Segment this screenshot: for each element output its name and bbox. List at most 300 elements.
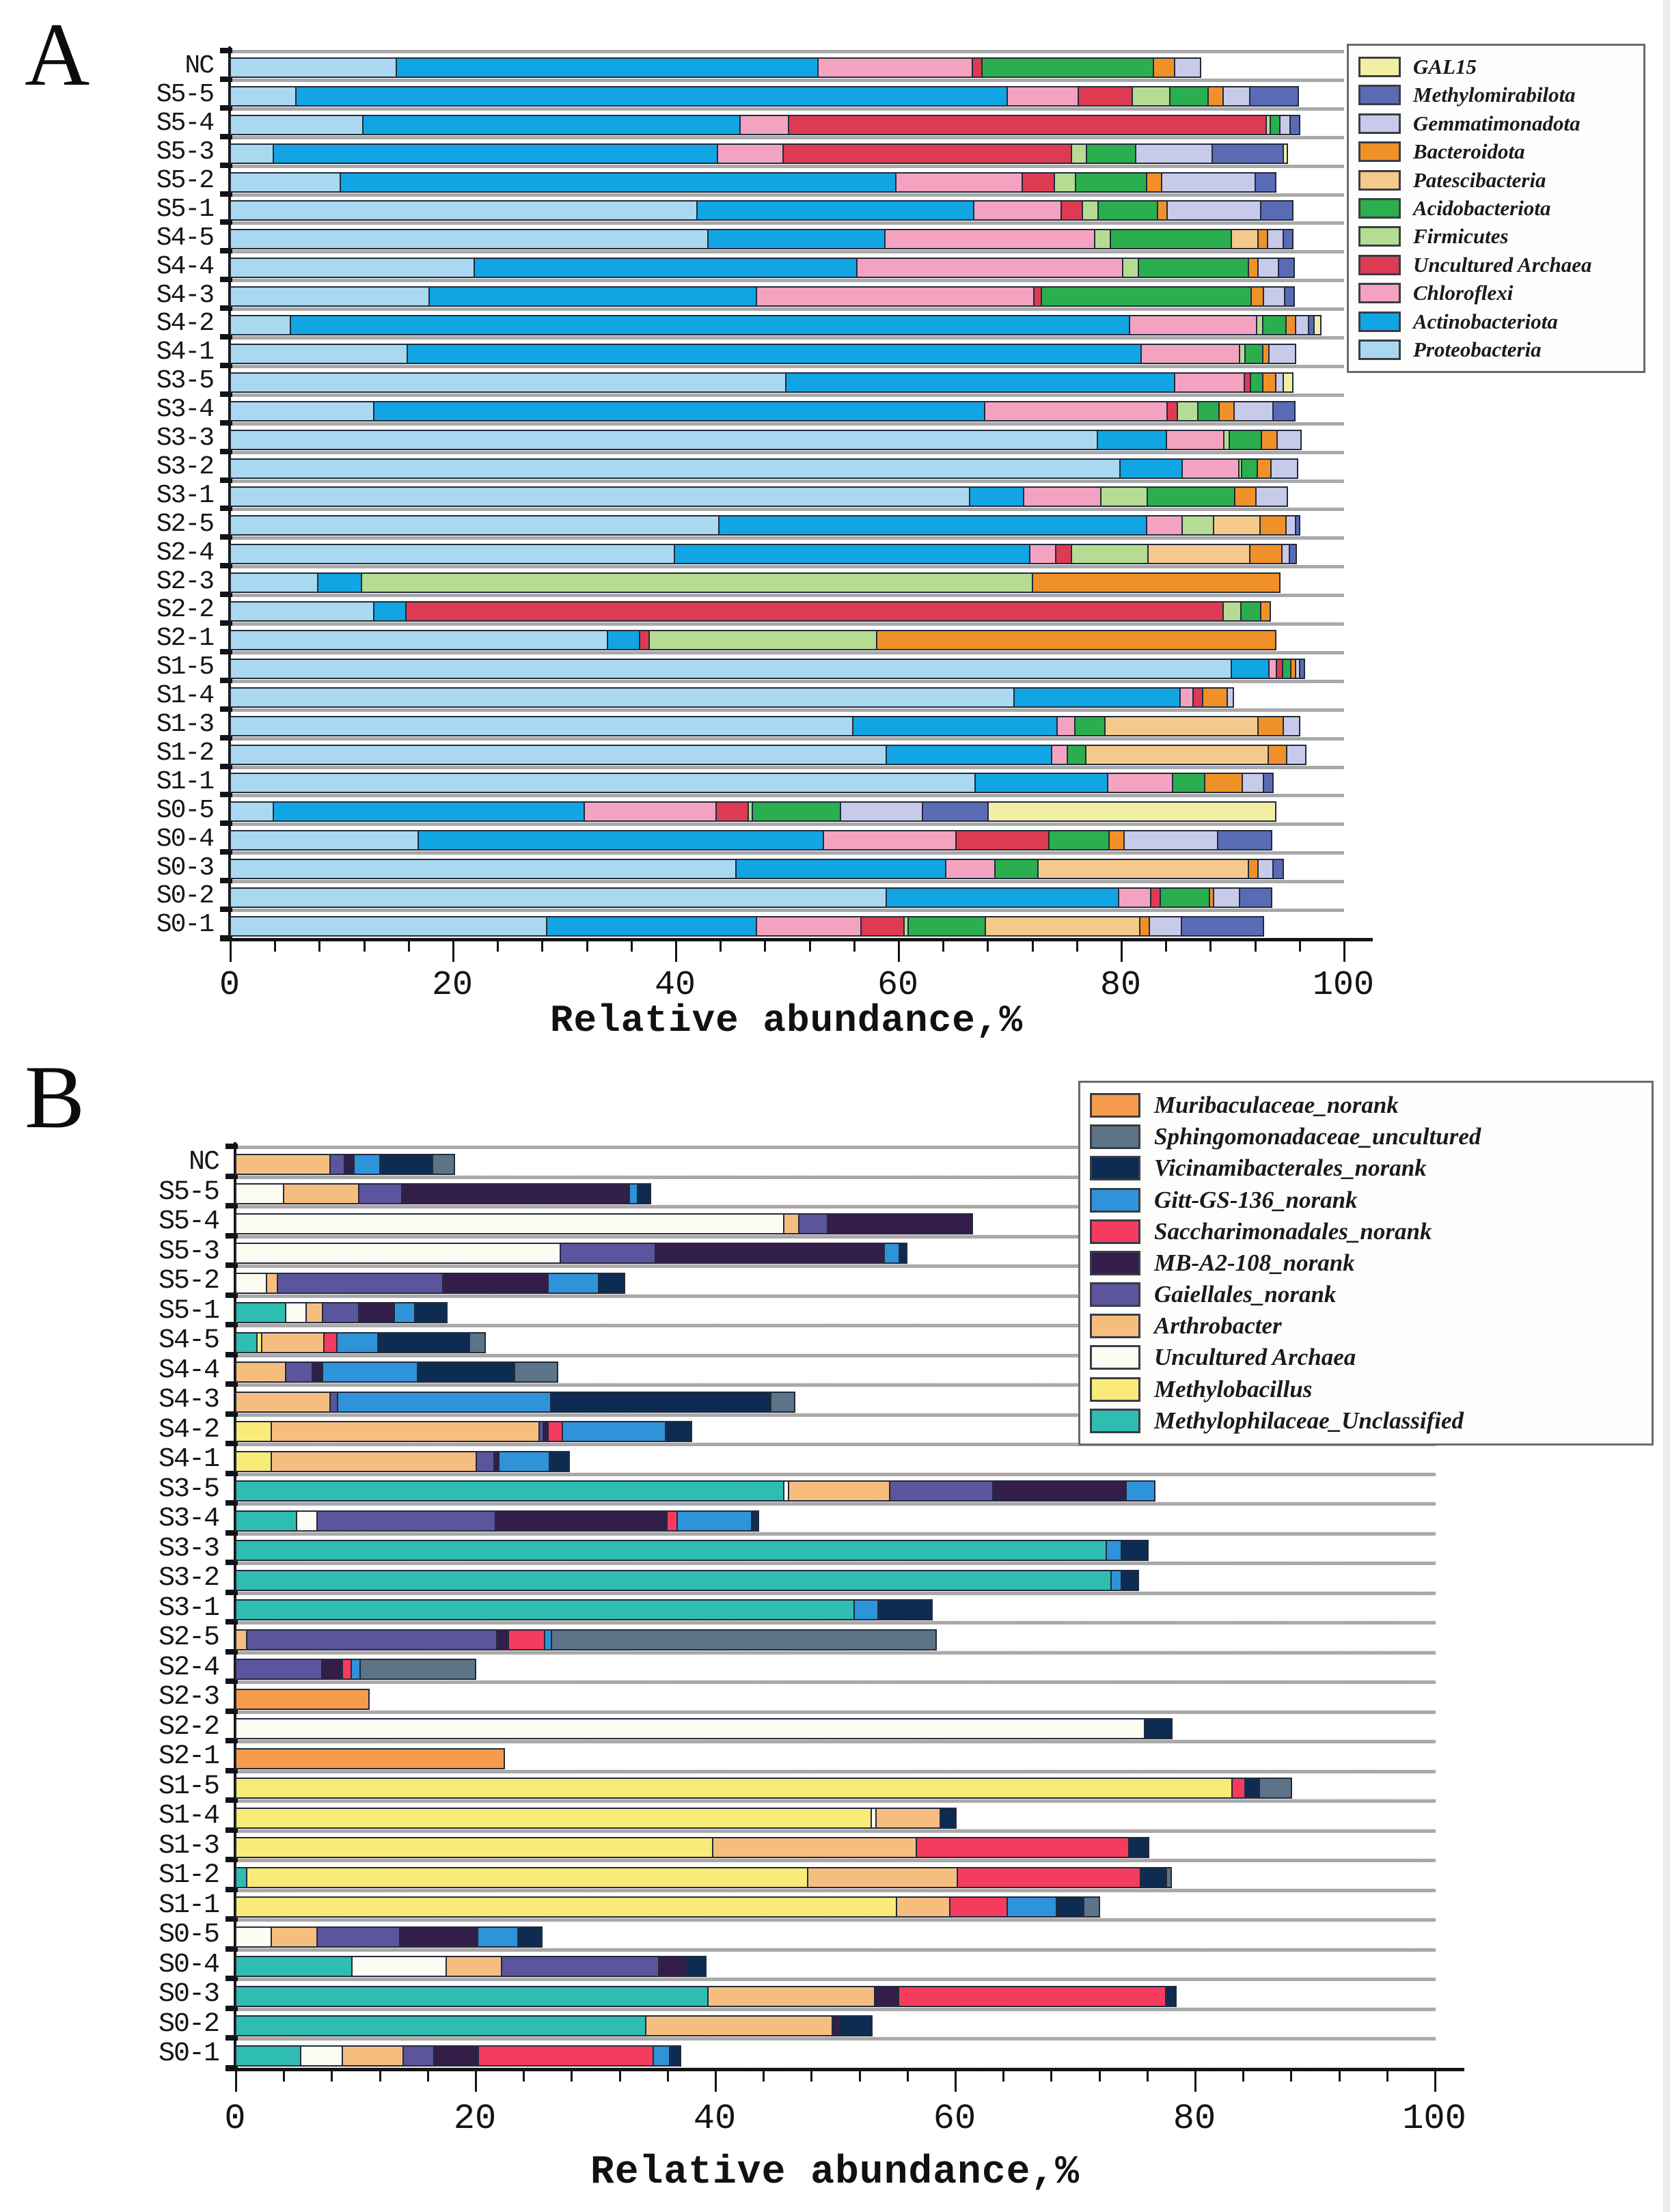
legend-item bbox=[1358, 83, 1634, 107]
bar-segment bbox=[273, 801, 584, 822]
stacked-bar bbox=[230, 372, 1293, 393]
bar-segment bbox=[1257, 258, 1280, 278]
stacked-bar bbox=[235, 1510, 759, 1532]
bar-segment bbox=[665, 1421, 692, 1442]
bar-segment bbox=[295, 86, 1008, 107]
legend-item bbox=[1358, 55, 1634, 79]
bar-segment bbox=[514, 1361, 558, 1383]
bar-segment bbox=[1231, 1778, 1246, 1799]
row-separator bbox=[230, 279, 1344, 282]
stacked-bar bbox=[230, 773, 1274, 793]
row-separator bbox=[230, 822, 1344, 826]
x-minor-tick bbox=[810, 2071, 812, 2082]
legend-swatch bbox=[1090, 1282, 1140, 1307]
bar-segment bbox=[230, 401, 374, 421]
bar-segment bbox=[1263, 286, 1285, 307]
x-minor-tick bbox=[1002, 2071, 1004, 2082]
x-minor-tick bbox=[763, 2071, 765, 2082]
bar-segment bbox=[1262, 372, 1276, 393]
legend-label: Patescibacteria bbox=[1413, 167, 1546, 192]
bar-segment bbox=[1197, 401, 1220, 421]
bar-segment bbox=[877, 1599, 933, 1620]
bar-segment bbox=[358, 1302, 395, 1323]
legend-label: Gitt-GS-136_norank bbox=[1154, 1186, 1358, 1213]
stacked-bar bbox=[230, 515, 1300, 536]
category-label: S0-1 bbox=[158, 2038, 219, 2070]
category-label: S1-1 bbox=[158, 1890, 219, 1921]
bar-segment bbox=[1132, 86, 1171, 107]
legend-swatch bbox=[1090, 1156, 1140, 1180]
bar-segment bbox=[547, 1273, 599, 1294]
bar-segment bbox=[401, 1183, 630, 1204]
bar-segment bbox=[305, 1302, 323, 1323]
bar-segment bbox=[428, 286, 757, 307]
x-minor-tick bbox=[631, 941, 633, 952]
stacked-bar bbox=[230, 401, 1296, 421]
bar-segment bbox=[1121, 1570, 1138, 1591]
bar-segment bbox=[1007, 1896, 1057, 1918]
bar-segment bbox=[856, 258, 1123, 278]
bar-segment bbox=[230, 315, 291, 335]
stacked-bar bbox=[230, 458, 1298, 479]
bar-segment bbox=[637, 1183, 651, 1204]
category-label: S3-2 bbox=[158, 1563, 219, 1594]
bar-segment bbox=[1056, 1896, 1084, 1918]
bar-segment bbox=[273, 143, 718, 164]
stacked-bar bbox=[235, 1392, 795, 1413]
x-major-tick bbox=[1434, 2071, 1436, 2092]
x-minor-tick bbox=[987, 941, 989, 952]
bar-segment bbox=[1119, 458, 1183, 479]
bar-segment bbox=[674, 544, 1030, 564]
stacked-bar bbox=[230, 486, 1288, 507]
stacked-bar bbox=[230, 172, 1276, 193]
bar-segment bbox=[886, 887, 1119, 908]
bar-segment bbox=[1029, 544, 1057, 564]
category-label: S5-5 bbox=[156, 80, 213, 110]
row-separator bbox=[230, 165, 1344, 168]
row-separator bbox=[235, 1681, 1436, 1684]
x-minor-tick bbox=[720, 941, 722, 952]
bar-segment bbox=[235, 1926, 272, 1948]
legend-item bbox=[1090, 1407, 1642, 1435]
bar-segment bbox=[432, 1154, 454, 1175]
category-label: S3-4 bbox=[158, 1504, 219, 1535]
bar-segment bbox=[230, 486, 970, 507]
x-major-tick bbox=[715, 2071, 717, 2092]
bar-segment bbox=[756, 916, 862, 937]
bar-segment bbox=[235, 2045, 301, 2066]
bar-segment bbox=[945, 859, 995, 879]
bar-segment bbox=[751, 1510, 759, 1532]
legend-label: Muribaculaceae_norank bbox=[1154, 1092, 1399, 1119]
stacked-bar bbox=[235, 1451, 570, 1472]
bar-segment bbox=[321, 1659, 343, 1680]
category-label: S5-4 bbox=[156, 109, 213, 139]
bar-segment bbox=[1048, 830, 1110, 851]
x-minor-tick bbox=[318, 941, 320, 952]
bar-segment bbox=[1212, 143, 1284, 164]
bar-segment bbox=[676, 1510, 752, 1532]
bar-segment bbox=[230, 286, 430, 307]
x-minor-tick bbox=[619, 2071, 621, 2082]
stacked-bar bbox=[230, 86, 1299, 107]
x-minor-tick bbox=[1050, 2071, 1052, 2082]
legend-item bbox=[1358, 309, 1634, 334]
bar-segment bbox=[1106, 1540, 1123, 1561]
bar-segment bbox=[230, 229, 709, 249]
stacked-bar bbox=[235, 1659, 476, 1680]
row-separator bbox=[230, 193, 1344, 197]
category-label: S1-4 bbox=[158, 1801, 219, 1832]
bar-segment bbox=[230, 859, 737, 879]
bar-segment bbox=[358, 1183, 402, 1204]
stacked-bar bbox=[235, 1956, 707, 1977]
legend-label: Methylomirabilota bbox=[1413, 83, 1576, 107]
bar-segment bbox=[823, 830, 957, 851]
stacked-bar bbox=[235, 1480, 1155, 1502]
bar-segment bbox=[560, 1243, 655, 1264]
bar-segment bbox=[1071, 143, 1087, 164]
bar-segment bbox=[329, 1154, 345, 1175]
category-label: S0-3 bbox=[158, 1979, 219, 2010]
legend-label: MB-A2-108_norank bbox=[1154, 1249, 1355, 1276]
bar-segment bbox=[1144, 1718, 1173, 1739]
bar-segment bbox=[235, 1808, 872, 1829]
row-separator bbox=[230, 307, 1344, 311]
bar-segment bbox=[230, 572, 318, 593]
bar-segment bbox=[1108, 830, 1125, 851]
category-label: NC bbox=[184, 51, 213, 81]
bar-segment bbox=[399, 1926, 478, 1948]
bar-segment bbox=[1147, 544, 1251, 564]
row-separator bbox=[230, 221, 1344, 225]
bar-segment bbox=[1074, 716, 1106, 736]
bar-segment bbox=[230, 830, 419, 851]
bar-segment bbox=[1207, 86, 1224, 107]
category-label: S0-5 bbox=[156, 795, 213, 825]
bar-segment bbox=[1257, 716, 1284, 736]
stacked-bar bbox=[230, 229, 1293, 249]
bar-segment bbox=[916, 1837, 1129, 1858]
bar-segment bbox=[230, 458, 1121, 479]
bar-segment bbox=[884, 1243, 901, 1264]
stacked-bar bbox=[235, 1273, 625, 1294]
bar-segment bbox=[337, 1392, 551, 1413]
bar-segment bbox=[246, 1867, 808, 1888]
bar-segment bbox=[1107, 773, 1174, 793]
category-label: S5-5 bbox=[158, 1176, 219, 1208]
bar-segment bbox=[1283, 716, 1300, 736]
bar-segment bbox=[1147, 486, 1235, 507]
stacked-bar bbox=[235, 1778, 1292, 1799]
bar-segment bbox=[1166, 430, 1224, 450]
bar-segment bbox=[1267, 229, 1283, 249]
x-tick-label: 60 bbox=[877, 965, 919, 1005]
category-label: S5-3 bbox=[156, 137, 213, 167]
legend-label: Bacteroidota bbox=[1413, 139, 1525, 164]
legend-swatch bbox=[1090, 1251, 1140, 1275]
bar-segment bbox=[508, 1629, 545, 1650]
bar-segment bbox=[476, 1451, 495, 1472]
stacked-bar bbox=[230, 859, 1284, 879]
bar-segment bbox=[501, 1956, 659, 1977]
row-separator bbox=[235, 1651, 1436, 1655]
row-separator bbox=[235, 2037, 1436, 2041]
x-minor-tick bbox=[1339, 2071, 1341, 2082]
legend-label: Vicinamibacterales_norank bbox=[1154, 1155, 1427, 1182]
bar-segment bbox=[1272, 401, 1296, 421]
category-label: S1-3 bbox=[158, 1830, 219, 1862]
row-separator bbox=[235, 1948, 1436, 1952]
row-separator bbox=[235, 1621, 1436, 1625]
legend-swatch bbox=[1358, 113, 1401, 134]
bar-segment bbox=[1272, 859, 1283, 879]
x-axis-line bbox=[225, 2068, 1464, 2071]
row-separator bbox=[230, 393, 1344, 397]
bar-segment bbox=[1125, 1480, 1155, 1502]
row-separator bbox=[230, 622, 1344, 626]
legend-item bbox=[1090, 1155, 1642, 1182]
stacked-bar bbox=[230, 572, 1281, 593]
x-major-tick bbox=[1194, 2071, 1196, 2092]
bar-segment bbox=[1138, 258, 1249, 278]
x-tick-label: 80 bbox=[1099, 965, 1142, 1005]
bar-segment bbox=[1284, 286, 1295, 307]
stacked-bar bbox=[235, 1361, 558, 1383]
bar-segment bbox=[1231, 229, 1259, 249]
bar-segment bbox=[230, 801, 274, 822]
stacked-bar bbox=[235, 2045, 681, 2066]
bar-segment bbox=[817, 57, 973, 78]
bar-segment bbox=[230, 344, 408, 364]
bar-segment bbox=[752, 801, 840, 822]
bar-segment bbox=[1249, 544, 1283, 564]
bar-segment bbox=[235, 1986, 709, 2007]
bar-segment bbox=[230, 143, 274, 164]
bar-segment bbox=[277, 1273, 443, 1294]
bar-segment bbox=[235, 1392, 331, 1413]
stacked-bar bbox=[230, 115, 1300, 135]
bar-segment bbox=[1213, 887, 1241, 908]
bar-segment bbox=[551, 1629, 937, 1650]
bar-segment bbox=[1161, 172, 1256, 193]
category-label: S0-3 bbox=[156, 853, 213, 883]
x-axis-title-b: Relative abundance,% bbox=[590, 2151, 1080, 2195]
legend-label: Gaiellales_norank bbox=[1154, 1281, 1337, 1308]
legend-swatch bbox=[1358, 226, 1401, 247]
bar-segment bbox=[782, 143, 1072, 164]
x-tick-label: 100 bbox=[1402, 2098, 1466, 2139]
bar-segment bbox=[1276, 430, 1302, 450]
legend-item bbox=[1090, 1249, 1642, 1277]
x-minor-tick bbox=[809, 941, 811, 952]
row-separator bbox=[235, 1918, 1436, 1922]
bar-segment bbox=[969, 486, 1025, 507]
row-separator bbox=[230, 708, 1344, 712]
category-label: S0-4 bbox=[158, 1949, 219, 1980]
bar-segment bbox=[469, 1332, 486, 1353]
bar-segment bbox=[547, 1421, 563, 1442]
bar-segment bbox=[1104, 716, 1259, 736]
bar-segment bbox=[853, 1599, 879, 1620]
legend-swatch bbox=[1090, 1093, 1140, 1118]
category-label: S3-5 bbox=[158, 1474, 219, 1505]
bar-segment bbox=[290, 315, 1131, 335]
bar-segment bbox=[1270, 458, 1298, 479]
category-label: S4-5 bbox=[158, 1325, 219, 1357]
bar-segment bbox=[1241, 458, 1257, 479]
bar-segment bbox=[1268, 745, 1287, 765]
bar-segment bbox=[756, 286, 1035, 307]
bar-segment bbox=[788, 115, 1267, 135]
legend-item bbox=[1358, 224, 1634, 249]
stacked-bar bbox=[235, 1183, 651, 1204]
bar-segment bbox=[300, 2045, 343, 2066]
row-separator bbox=[235, 1859, 1436, 1862]
bar-segment bbox=[433, 2045, 479, 2066]
stacked-bar bbox=[235, 1689, 370, 1710]
x-minor-tick bbox=[331, 2071, 333, 2082]
category-label: S2-3 bbox=[156, 566, 213, 596]
stacked-bar bbox=[230, 315, 1322, 335]
x-minor-tick bbox=[1209, 941, 1212, 952]
category-label: S0-5 bbox=[158, 1920, 219, 1951]
bar-segment bbox=[283, 1183, 359, 1204]
bar-segment bbox=[648, 630, 877, 650]
bar-segment bbox=[230, 887, 887, 908]
category-label: S1-5 bbox=[156, 652, 213, 682]
bar-segment bbox=[1082, 200, 1098, 221]
bar-segment bbox=[235, 1183, 284, 1204]
bar-segment bbox=[955, 830, 1050, 851]
bar-segment bbox=[230, 745, 887, 765]
legend-swatch bbox=[1090, 1345, 1140, 1370]
x-tick-label: 0 bbox=[219, 965, 241, 1005]
bar-segment bbox=[1140, 1867, 1167, 1888]
bar-segment bbox=[230, 172, 341, 193]
category-label: S2-1 bbox=[156, 624, 213, 654]
row-separator bbox=[230, 651, 1344, 654]
row-separator bbox=[235, 1770, 1436, 1773]
bar-segment bbox=[323, 1332, 338, 1353]
bar-segment bbox=[316, 1926, 400, 1948]
bar-segment bbox=[296, 1510, 318, 1532]
legend-swatch bbox=[1090, 1314, 1140, 1338]
bar-segment bbox=[1032, 572, 1280, 593]
bar-segment bbox=[1255, 172, 1277, 193]
bar-segment bbox=[230, 630, 608, 650]
legend-item bbox=[1090, 1376, 1642, 1403]
stacked-bar bbox=[235, 1213, 973, 1234]
bar-segment bbox=[707, 229, 886, 249]
bar-segment bbox=[235, 1361, 286, 1383]
row-separator bbox=[230, 136, 1344, 139]
bar-segment bbox=[852, 716, 1058, 736]
x-minor-tick bbox=[1242, 2071, 1244, 2082]
x-major-tick bbox=[475, 2071, 477, 2092]
bar-segment bbox=[1007, 86, 1079, 107]
x-minor-tick bbox=[859, 2071, 861, 2082]
bar-segment bbox=[1283, 372, 1293, 393]
legend-panel-a bbox=[1347, 44, 1645, 373]
bar-segment bbox=[655, 1243, 885, 1264]
bar-segment bbox=[1260, 601, 1271, 622]
category-label: S4-3 bbox=[156, 280, 213, 310]
bar-segment bbox=[985, 916, 1140, 937]
legend-item bbox=[1090, 1092, 1642, 1119]
legend-item bbox=[1090, 1218, 1642, 1245]
stacked-bar bbox=[235, 1629, 937, 1650]
bar-segment bbox=[896, 1896, 951, 1918]
x-minor-tick bbox=[379, 2071, 381, 2082]
bar-segment bbox=[1094, 229, 1110, 249]
bar-segment bbox=[715, 801, 749, 822]
row-separator bbox=[230, 365, 1344, 368]
bar-segment bbox=[285, 1361, 312, 1383]
x-major-tick bbox=[898, 941, 900, 962]
category-label: S3-4 bbox=[156, 395, 213, 425]
bar-segment bbox=[1244, 1778, 1260, 1799]
category-label: S1-3 bbox=[156, 710, 213, 740]
legend-label: Sphingomonadaceae_uncultured bbox=[1154, 1123, 1481, 1150]
bar-segment bbox=[1259, 1778, 1292, 1799]
bar-segment bbox=[1146, 515, 1183, 536]
bar-segment bbox=[322, 1302, 359, 1323]
category-label: S3-3 bbox=[158, 1533, 219, 1564]
bar-segment bbox=[379, 1154, 433, 1175]
bar-segment bbox=[230, 716, 853, 736]
bar-segment bbox=[1202, 687, 1227, 708]
x-minor-tick bbox=[1299, 941, 1301, 952]
x-tick-label: 20 bbox=[453, 2098, 497, 2139]
bar-segment bbox=[788, 1480, 891, 1502]
stacked-bar bbox=[235, 1302, 448, 1323]
stacked-bar bbox=[235, 1718, 1173, 1739]
x-major-tick bbox=[452, 941, 454, 962]
bar-segment bbox=[717, 143, 784, 164]
bar-segment bbox=[1060, 200, 1083, 221]
bar-segment bbox=[1174, 372, 1245, 393]
stacked-bar bbox=[230, 430, 1302, 450]
bar-segment bbox=[1278, 258, 1294, 278]
x-major-tick bbox=[230, 941, 232, 962]
category-label: S4-4 bbox=[158, 1355, 219, 1386]
x-minor-tick bbox=[1099, 2071, 1101, 2082]
row-separator bbox=[235, 1978, 1436, 1981]
bar-segment bbox=[1037, 859, 1249, 879]
bar-segment bbox=[1121, 1540, 1148, 1561]
bar-segment bbox=[230, 115, 364, 135]
bar-segment bbox=[1204, 773, 1243, 793]
stacked-bar bbox=[230, 745, 1306, 765]
bar-segment bbox=[895, 172, 1023, 193]
legend-swatch bbox=[1358, 255, 1401, 275]
stacked-bar bbox=[230, 57, 1201, 78]
row-separator bbox=[235, 1740, 1436, 1743]
bar-segment bbox=[1086, 143, 1136, 164]
category-label: S0-1 bbox=[156, 910, 213, 940]
legend-swatch bbox=[1358, 198, 1401, 219]
stacked-bar bbox=[230, 659, 1305, 679]
bar-segment bbox=[235, 1273, 267, 1294]
bar-segment bbox=[957, 1867, 1141, 1888]
page-edge-strip bbox=[1663, 0, 1670, 2212]
panel-a-label: A bbox=[25, 4, 90, 105]
stacked-bar bbox=[235, 1896, 1100, 1918]
stacked-bar bbox=[230, 286, 1295, 307]
category-label: S2-4 bbox=[156, 538, 213, 568]
